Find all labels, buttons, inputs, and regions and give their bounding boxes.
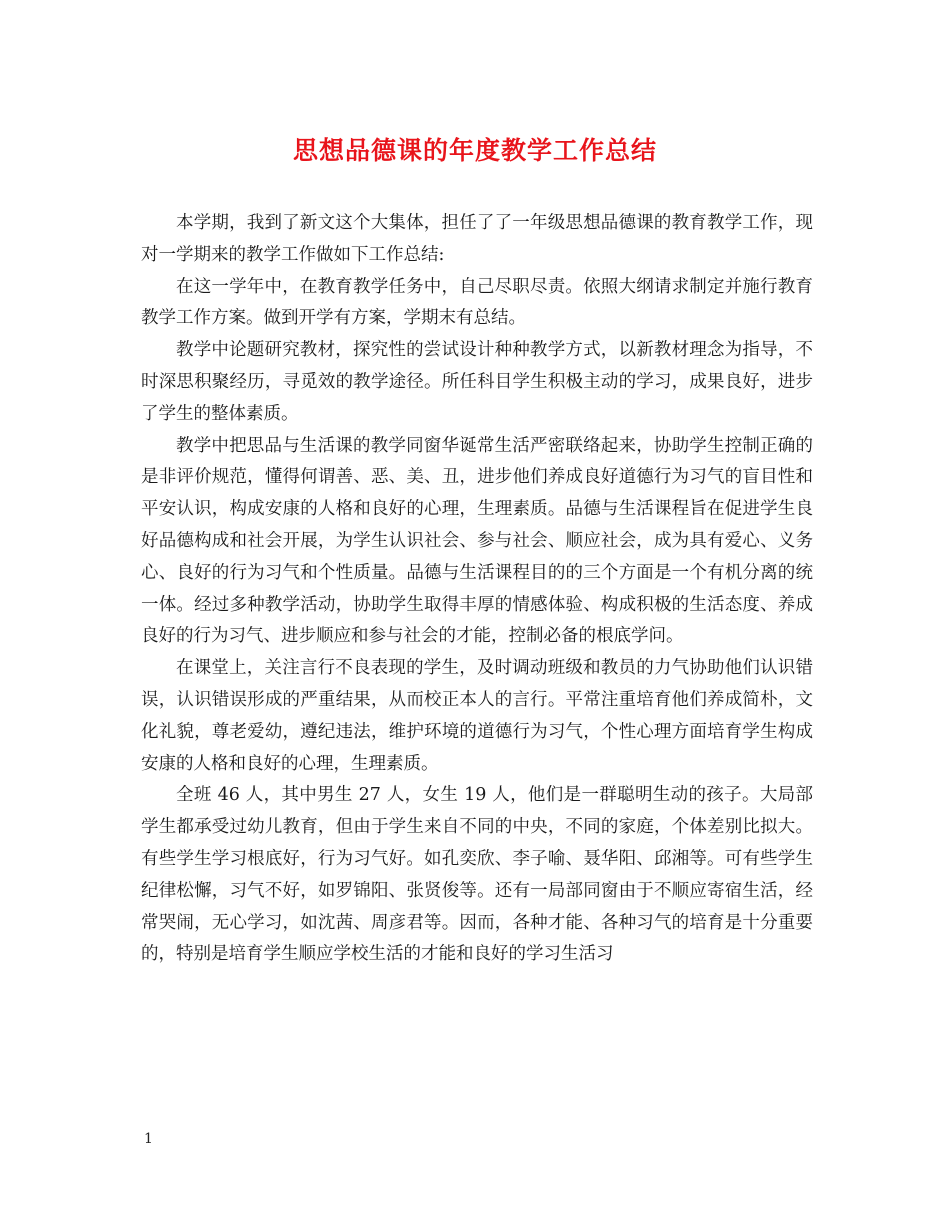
paragraph: 全班 46 人，其中男生 27 人，女生 19 人，他们是一群聪明生动的孩子。大局部学生都承受过幼儿教育，但由于学生来自不同的中央，不同的家庭，个体差别比拟大。有些学生学习根底好，行为习气好。如孔奕欣、李子喻、聂华阳、邱湘等。可有些学生纪律松懈，习气不好，如罗锦阳、张贤俊等。还有一局部同窗由于不顺应寄宿生活，经常哭闹，无心学习，如沈茜、周彦君等。因而，各种才能、各种习气的培育是十分重要的，特别是培育学生顺应学校生活的才能和良好的学习生活习 bbox=[141, 785, 813, 965]
paragraph: 在这一学年中，在教育教学任务中，自己尽职尽责。依照大纲请求制定并施行教育教学工作方案。做到开学有方案，学期末有总结。 bbox=[141, 276, 813, 329]
page-number: 1 bbox=[144, 1131, 153, 1147]
paragraph: 教学中论题研究教材，探究性的尝试设计种种教学方式，以新教材理念为指导，不时深思积聚经历，寻觅效的教学途径。所任科目学生积极主动的学习，成果良好，进步了学生的整体素质。 bbox=[141, 340, 813, 424]
document-body bbox=[141, 208, 813, 971]
paragraph: 本学期，我到了新文这个大集体，担任了了一年级思想品德课的教育教学工作，现对一学期来的教学工作做如下工作总结: bbox=[141, 213, 813, 265]
paragraph: 教学中把思品与生活课的教学同窗华诞常生活严密联络起来，协助学生控制正确的是非评价规范，懂得何谓善、恶、美、丑，进步他们养成良好道德行为习气的盲目性和平安认识，构成安康的人格和良好的心理，生理素质。品德与生活课程旨在促进学生良好品德构成和社会开展，为学生认识社会、参与社会、顺应社会，成为具有爱心、义务心、良好的行为习气和个性质量。品德与生活课程目的的三个方面是一个有机分离的统一体。经过多种教学活动，协助学生取得丰厚的情感体验、构成积极的生活态度、养成良好的行为习气、进步顺应和参与社会的才能，控制必备的根底学问。 bbox=[141, 435, 813, 647]
document-title: 思想品德课的年度教学工作总结 bbox=[292, 136, 657, 165]
paragraph: 在课堂上，关注言行不良表现的学生，及时调动班级和教员的力气协助他们认识错误，认识错误形成的严重结果，从而校正本人的言行。平常注重培育他们养成简朴，文化礼貌，尊老爱幼，遵纪违法，维护环境的道德行为习气，个性心理方面培育学生构成安康的人格和良好的心理，生理素质。 bbox=[141, 658, 813, 774]
